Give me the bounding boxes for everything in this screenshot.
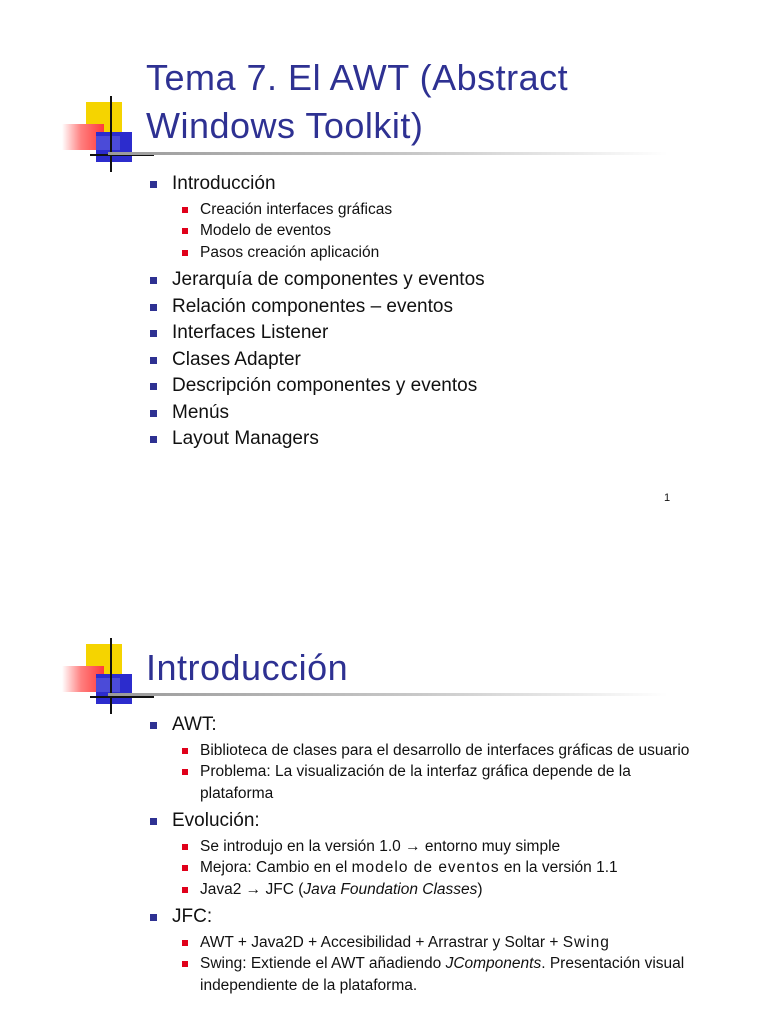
list-item-label: Menús bbox=[172, 401, 230, 423]
title-line-1: Tema 7. El AWT (Abstract bbox=[146, 57, 569, 98]
title-underline-rule bbox=[108, 693, 668, 696]
list-item-label: Relación componentes – eventos bbox=[172, 295, 453, 317]
square-bullet-icon bbox=[150, 181, 157, 188]
slide-1-title bbox=[146, 54, 568, 150]
list-item bbox=[148, 400, 708, 427]
square-bullet-icon bbox=[182, 748, 188, 754]
square-bullet-icon bbox=[182, 865, 188, 871]
square-bullet-icon bbox=[150, 436, 157, 443]
list-item-label: Clases Adapter bbox=[172, 348, 301, 370]
sub-list bbox=[172, 836, 708, 901]
square-bullet-icon bbox=[182, 207, 188, 213]
slide-logo-graphic bbox=[62, 96, 154, 192]
list-item-label: Interfaces Listener bbox=[172, 322, 329, 343]
page-number: 1 bbox=[664, 492, 671, 504]
square-bullet-icon bbox=[150, 357, 157, 364]
sub-item-text: en la versión 1.1 bbox=[499, 859, 618, 876]
title-line-2: Windows Toolkit) bbox=[146, 105, 424, 146]
sub-list bbox=[172, 199, 708, 264]
slide-2-title: Introducción bbox=[146, 647, 349, 688]
list-item bbox=[148, 267, 708, 294]
slide-2-bullet-list bbox=[148, 712, 708, 1000]
slide-1-bullet-list bbox=[148, 171, 708, 453]
list-item-label: Layout Managers bbox=[172, 428, 319, 449]
square-bullet-icon bbox=[150, 410, 157, 417]
sub-item-text: AWT + Java2D + Accesibilidad + Arrastrar y Soltar + bbox=[200, 933, 563, 951]
list-item bbox=[148, 373, 708, 400]
square-bullet-icon bbox=[182, 844, 188, 850]
sub-list-item bbox=[172, 199, 708, 221]
square-bullet-icon bbox=[150, 722, 157, 729]
slide-logo-graphic bbox=[62, 638, 154, 734]
list-item bbox=[148, 171, 708, 263]
square-bullet-icon bbox=[150, 304, 157, 311]
square-bullet-icon bbox=[150, 277, 157, 284]
list-item bbox=[148, 320, 708, 347]
sub-item-label: Pasos creación aplicación bbox=[200, 243, 380, 261]
square-bullet-icon bbox=[182, 228, 188, 234]
sub-list-item bbox=[172, 761, 708, 804]
list-item bbox=[148, 426, 708, 453]
emphasized-term: Java Foundation Classes bbox=[303, 880, 478, 898]
sub-list-item bbox=[172, 242, 708, 264]
emphasized-term: modelo de eventos bbox=[351, 859, 500, 876]
square-bullet-icon bbox=[150, 818, 157, 825]
sub-item-text: . Presentación visual independiente de la plataforma. bbox=[200, 955, 685, 994]
sub-list-item bbox=[172, 953, 708, 996]
square-bullet-icon bbox=[182, 250, 188, 256]
sub-list-item bbox=[172, 740, 708, 762]
list-item bbox=[148, 712, 708, 804]
sub-list-item bbox=[172, 836, 708, 858]
sub-list-item bbox=[172, 879, 708, 901]
emphasized-term: Swing bbox=[562, 933, 610, 951]
sub-item-label: Problema: La visualización de la interfaz gráfica depende de la plataforma bbox=[200, 763, 631, 802]
emphasized-term: JComponents bbox=[445, 955, 542, 972]
square-bullet-icon bbox=[150, 914, 157, 921]
sub-item-text: Mejora: Cambio en el bbox=[200, 859, 352, 876]
slide-2 bbox=[0, 630, 768, 1024]
square-bullet-icon bbox=[182, 940, 188, 946]
sub-item-text: ) bbox=[477, 880, 483, 898]
list-item bbox=[148, 904, 708, 996]
list-item-label: Descripción componentes y eventos bbox=[172, 375, 478, 396]
sub-item-label: Se introdujo en la versión 1.0 → entorno muy simple bbox=[200, 837, 561, 855]
sub-list-item bbox=[172, 932, 708, 954]
list-item-label: Jerarquía de componentes y eventos bbox=[172, 269, 485, 290]
sub-item-label: Modelo de eventos bbox=[200, 222, 331, 239]
square-bullet-icon bbox=[182, 769, 188, 775]
sub-item-text: Java2 → JFC ( bbox=[200, 880, 304, 898]
sub-item-text: Swing: Extiende el AWT añadiendo bbox=[200, 955, 446, 972]
title-underline-rule bbox=[108, 152, 668, 155]
list-item bbox=[148, 347, 708, 374]
sub-item-label: Biblioteca de clases para el desarrollo de interfaces gráficas de usuario bbox=[200, 741, 690, 759]
square-bullet-icon bbox=[182, 961, 188, 967]
square-bullet-icon bbox=[150, 330, 157, 337]
square-bullet-icon bbox=[182, 887, 188, 893]
list-item-label: Introducción bbox=[172, 173, 276, 194]
sub-item-label: Creación interfaces gráficas bbox=[200, 200, 393, 218]
list-item-label: JFC: bbox=[172, 906, 213, 927]
sub-list-item bbox=[172, 220, 708, 242]
sub-list bbox=[172, 740, 708, 805]
sub-list bbox=[172, 932, 708, 997]
list-item bbox=[148, 294, 708, 321]
square-bullet-icon bbox=[150, 383, 157, 390]
sub-list-item bbox=[172, 857, 708, 879]
list-item-label: Evolución: bbox=[172, 810, 260, 831]
list-item bbox=[148, 808, 708, 900]
list-item-label: AWT: bbox=[172, 714, 217, 735]
